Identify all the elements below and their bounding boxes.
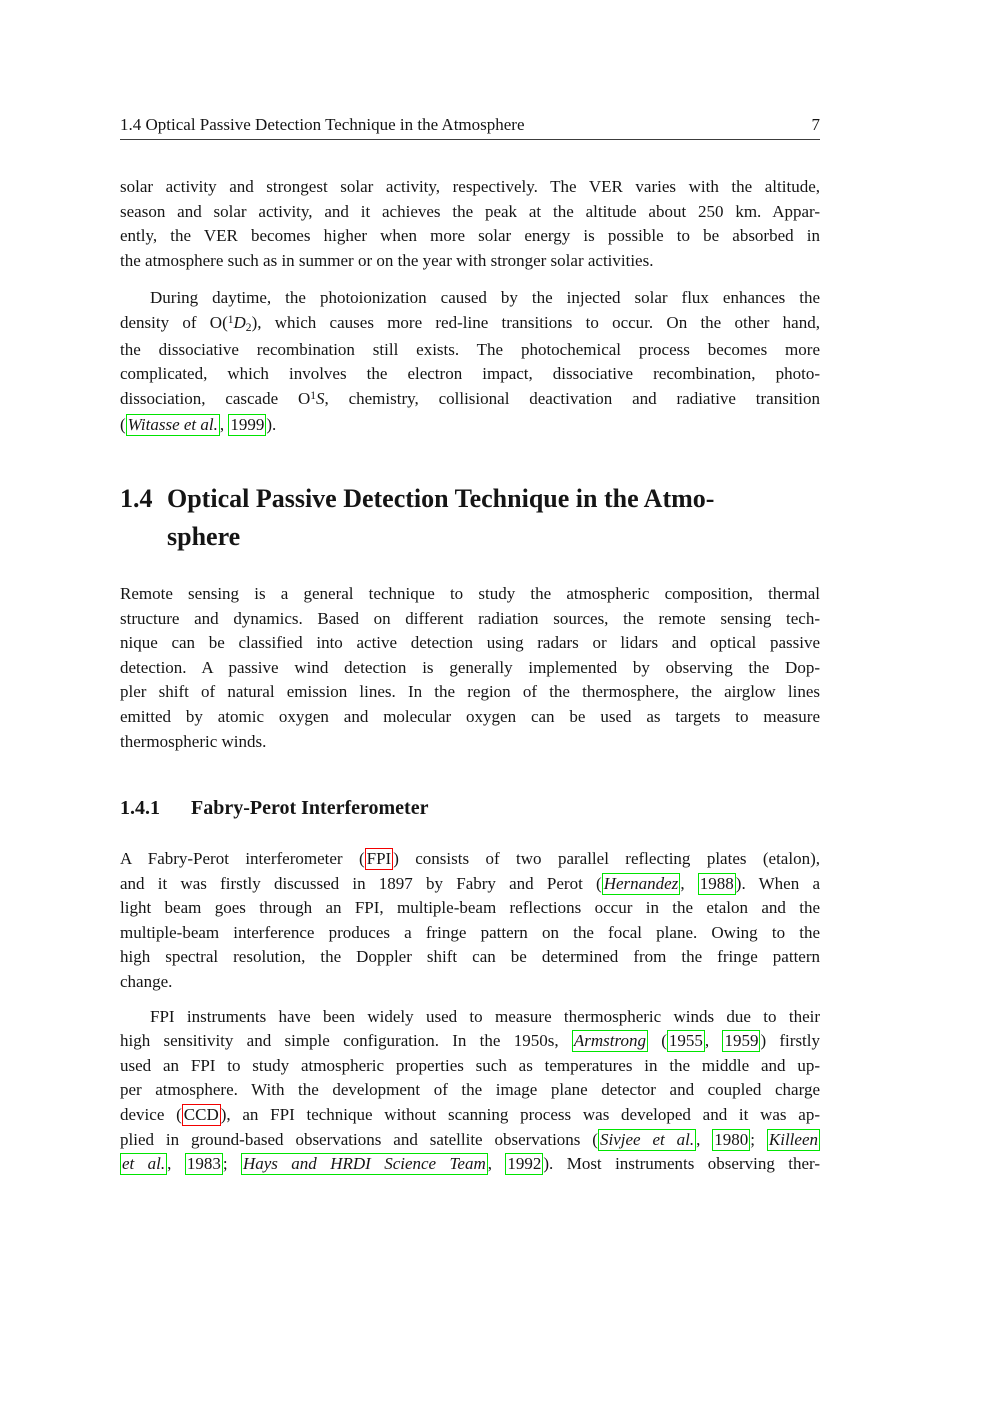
paragraph [120,1005,820,1177]
citation-link[interactable]: Sivjee et al. [599,1129,695,1149]
citation-link[interactable]: 1983 [186,1154,221,1174]
text-line: device ( CCD ), an FPI technique without scanning process was developed and it was ap- [120,1105,820,1125]
body-column [120,0,820,1177]
acronym-link[interactable]: CCD [183,1105,219,1125]
text-line: light beam goes through an FPI, multiple-beam reflections occur in the etalon and the [120,898,820,918]
citation-link[interactable]: 1992 [507,1154,542,1174]
header-section-title: 1.4 Optical Passive Detection Technique in the Atmosphere [120,115,525,134]
text-line: detection. A passive wind detection is generally implemented by observing the Dop- [120,657,820,677]
acronym-link[interactable]: FPI [366,849,392,869]
page-number: 7 [811,115,820,134]
text-run: 1 [227,312,234,326]
citation-link[interactable]: Hernandez [603,873,679,893]
citation-link[interactable]: Armstrong [573,1031,646,1051]
text-line: solar activity and strongest solar activity, respectively. The VER varies with the altitude, [120,177,820,196]
heading-number: 1.4 [120,483,153,513]
heading-title [167,480,714,556]
text-line: et al. , 1983 ; Hays and HRDI Science Team , 1992 ). Most instruments observing ther- [122,1154,820,1174]
text-line: high spectral resolution, the Doppler shift can be determined from the fringe pattern [120,947,820,967]
heading-title [191,795,428,821]
citation-link[interactable]: 1959 [724,1031,759,1051]
citation-link[interactable]: 1988 [699,873,734,893]
text-line: the atmosphere such as in summer or on the year with stronger solar activities. [120,250,654,270]
text-run: D [233,312,246,332]
text-line: FPI instruments have been widely used to measure thermospheric winds due to their [150,1006,820,1026]
text-line: used an FPI to study atmospheric properties such as temperatures in the middle and up- [120,1055,820,1075]
text-run: 2 [245,320,252,334]
citation-link[interactable]: Hays and HRDI Science Team [242,1154,486,1174]
citation-link[interactable]: Witasse et al. [127,415,218,435]
text-line: and it was firstly discussed in 1897 by Fabry and Perot ( Hernandez , 1988 ). When a [120,873,820,893]
text-line: During daytime, the photoionization caused by the injected solar flux enhances the [150,288,820,308]
paragraph [120,847,820,995]
text-line: high sensitivity and simple configuration. In the 1950s, Armstrong ( 1955 , 1959 ) firstly [120,1031,821,1051]
citation-link[interactable]: et al. [122,1154,166,1174]
text-blocks [120,175,820,1177]
text-line: dissociation, cascade $O^1S$, chemistry, collisional deactivation and radiative transition [120,388,820,408]
heading-title-line: sphere [167,521,241,551]
heading-title-line: Optical Passive Detection Technique in the Atmo- [167,483,715,513]
running-header [120,114,820,135]
paragraph [120,175,820,273]
heading-number: 1.4.1 [120,797,160,820]
text-line: the dissociative recombination still exists. The photochemical process becomes more [120,339,820,359]
text-line: thermospheric winds. [120,731,267,751]
text-line: change. [120,972,173,992]
heading-title-line: Fabry-Perot Interferometer [191,797,429,820]
text-line: per atmosphere. With the development of the image plane detector and coupled charge [120,1080,820,1100]
text-line: ( Witasse et al. , 1999 ). [120,415,277,435]
text-line: multiple-beam interference produces a fringe pattern on the focal plane. Owing to the [120,922,820,942]
text-line: plied in ground-based observations and satellite observations ( Sivjee et al. , 1980 ; Killeen [120,1129,818,1149]
text-line: nique can be classified into active detection using radars or lidars and optical passive [120,633,820,653]
citation-link[interactable]: 1999 [230,415,265,435]
text-line: Remote sensing is a general technique to study the atmospheric composition, thermal [120,583,820,603]
header-rule [120,139,820,140]
citation-link[interactable]: Killeen [768,1129,818,1149]
text-run: S [316,388,325,408]
paragraph [120,286,820,438]
text-line: ently, the VER becomes higher when more solar energy is possible to be absorbed in [120,226,820,246]
text-run: 1 [310,388,317,402]
text-line: complicated, which involves the electron impact, dissociative recombination, photo- [120,364,820,384]
section-heading [120,480,820,556]
paragraph [120,582,820,754]
text-line: A Fabry-Perot interferometer ( FPI ) consists of two parallel reflecting plates (etalon), [120,849,820,869]
subsection-heading [120,795,820,821]
text-line: pler shift of natural emission lines. In the region of the thermosphere, the airglow lines [120,682,820,702]
text-line: emitted by atomic oxygen and molecular oxygen can be used as targets to measure [120,706,820,726]
citation-link[interactable]: 1955 [668,1031,703,1051]
text-line: structure and dynamics. Based on different radiation sources, the remote sensing tech- [120,608,820,628]
citation-link[interactable]: 1980 [714,1129,749,1149]
text-line: season and solar activity, and it achieves the peak at the altitude about 250 km. Appar- [120,201,820,221]
text-line: density of O($^1$D2), which causes more red-line transitions to occur. On the other hand, [120,312,820,334]
